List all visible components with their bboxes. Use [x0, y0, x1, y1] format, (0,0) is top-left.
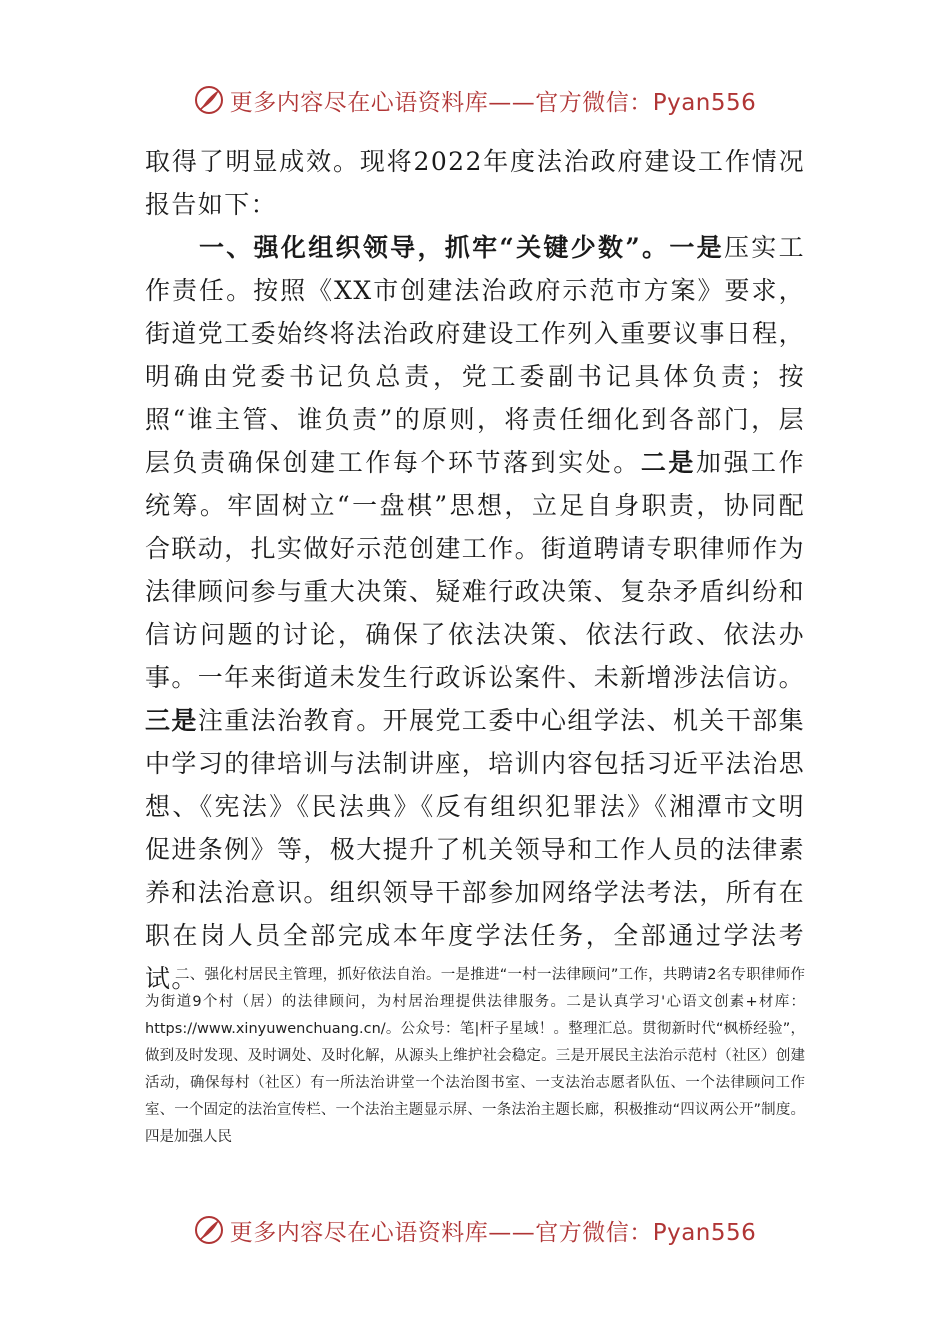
paragraph-intro-end: 取得了明显成效。现将2022年度法治政府建设工作情况报告如下： — [145, 147, 805, 219]
quill-logo-icon — [194, 1215, 224, 1245]
point-one-lead: 一是 — [669, 233, 724, 262]
quill-logo-icon — [194, 85, 224, 115]
point-three-lead: 三是 — [145, 706, 198, 735]
paragraph-section-two: 二、强化村居民主管理，抓好依法自治。一是推进“一村一法律顾问”工作，共聘请2名专职律师作为街道9个村（居）的法律顾问，为村居治理提供法律服务。二是认真学习'心语文创素+材库：https://www.xinyuwenchuang.cn/。公众号：笔|杆子星域！。整理汇总。贯彻新时代“枫桥经验”，做到及时发现、及时调处、及时化解，从源头上维护社会稳定。三是开展民主法治示范村（社区）创建活动，确保每村（社区）有一所法治讲堂一个法治图书室、一支法治志愿者队伍、一个法律顾问工作室、一个固定的法治宣传栏、一个法治主题显示屏、一条法治主题长廊，积极推动“四议两公开”制度。四是加强人民 — [145, 967, 805, 1145]
point-three-text: 注重法治教育。开展党工委中心组学法、机关干部集中学习的律培训与法制讲座，培训内容包括习近平法治思想、《宪法》《民法典》《反有组织犯罪法》《湘潭市文明促进条例》等，极大提升了机关领导和工作人员的法律素养和法治意识。组织领导干部参加网络学法考法，所有在职在岗人员全部完成本年度学法任务，全部通过学法考试。 — [145, 706, 806, 993]
section-two-small-text — [145, 962, 805, 1151]
watermark-header — [0, 80, 950, 120]
watermark-text: 更多内容尽在心语资料库——官方微信：Pyan556 — [229, 89, 757, 116]
point-one-text: 压实工作责任。按照《XX市创建法治政府示范市方案》要求，街道党工委始终将法治政府建设工作列入重要议事日程，明确由党委书记负总责，党工委副书记具体负责；按照“谁主管、谁负责”的原则，将责任细化到各部门，层层负责确保创建工作每个环节落到实处。 — [145, 233, 806, 477]
section-one-heading: 一、强化组织领导，抓牢“关键少数”。 — [199, 233, 670, 262]
paragraph-section-one — [145, 226, 805, 1000]
watermark-footer — [0, 1210, 950, 1250]
watermark-text: 更多内容尽在心语资料库——官方微信：Pyan556 — [229, 1219, 757, 1246]
point-two-text: 加强工作统筹。牢固树立“一盘棋”思想，立足自身职责，协同配合联动，扎实做好示范创建工作。街道聘请专职律师作为法律顾问参与重大决策、疑难行政决策、复杂矛盾纠纷和信访问题的讨论，确保了依法决策、依法行政、依法办事。一年来街道未发生行政诉讼案件、未新增涉法信访。 — [145, 448, 806, 692]
body-text — [145, 140, 805, 1000]
point-two-lead: 二是 — [640, 448, 696, 477]
